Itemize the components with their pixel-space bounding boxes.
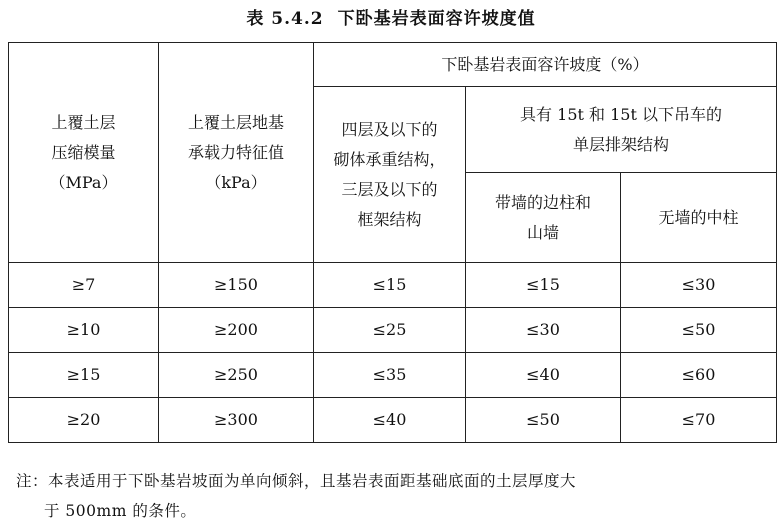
header-line: （MPa） <box>49 172 118 192</box>
header-row-1 <box>9 43 777 87</box>
header-compression-modulus <box>9 43 159 263</box>
header-line: 砌体承重结构， <box>333 149 446 169</box>
table-cell: ≤15 <box>314 263 466 308</box>
table-cell: ≤15 <box>466 263 621 308</box>
header-line: 山墙 <box>526 222 559 242</box>
table-cell: ≥250 <box>159 353 314 398</box>
header-middle-column: 无墙的中柱 <box>621 173 777 263</box>
table-cell: ≤50 <box>466 398 621 443</box>
header-crane-bent-structure <box>466 87 777 173</box>
header-allowable-slope: 下卧基岩表面容许坡度（%） <box>314 43 777 87</box>
header-line: 框架结构 <box>357 209 422 229</box>
header-masonry-frame <box>314 87 466 263</box>
table-cell: ≥15 <box>9 353 159 398</box>
table-cell: ≥7 <box>9 263 159 308</box>
table-cell: ≥300 <box>159 398 314 443</box>
header-line: 具有 15t 和 15t 以下吊车的 <box>520 104 722 124</box>
table-cell: ≤60 <box>621 353 777 398</box>
table-cell: ≤50 <box>621 308 777 353</box>
table-cell: ≥150 <box>159 263 314 308</box>
table-number: 表 5.4.2 <box>246 9 324 29</box>
header-bearing-capacity <box>159 43 314 263</box>
table-row <box>9 398 777 443</box>
note-line-1: 注：本表适用于下卧基岩坡面为单向倾斜，且基岩表面距基础底面的土层厚度大 <box>16 472 577 490</box>
table-row <box>9 308 777 353</box>
header-side-column-wall <box>466 173 621 263</box>
table-cell: ≤40 <box>466 353 621 398</box>
header-line: 带墙的边柱和 <box>494 192 591 212</box>
table-cell: ≥200 <box>159 308 314 353</box>
table-cell: ≤40 <box>314 398 466 443</box>
table-cell: ≤30 <box>621 263 777 308</box>
table-cell: ≥20 <box>9 398 159 443</box>
table-title <box>0 4 782 29</box>
table-cell: ≤25 <box>314 308 466 353</box>
header-line: 压缩模量 <box>51 142 116 162</box>
table-cell: ≤70 <box>621 398 777 443</box>
header-line: 上覆土层 <box>51 112 116 132</box>
table-row <box>9 353 777 398</box>
header-line: 四层及以下的 <box>341 119 438 139</box>
header-line: 承载力特征值 <box>187 142 284 162</box>
header-line: 上覆土层地基 <box>187 112 284 132</box>
table-cell: ≤35 <box>314 353 466 398</box>
header-line: 三层及以下的 <box>341 179 438 199</box>
table-row <box>9 263 777 308</box>
table-note <box>16 466 778 526</box>
header-line: （kPa） <box>205 172 267 192</box>
table-caption: 下卧基岩表面容许坡度值 <box>337 9 536 29</box>
table-cell: ≥10 <box>9 308 159 353</box>
table-cell: ≤30 <box>466 308 621 353</box>
note-line-2: 于 500mm 的条件。 <box>44 502 197 520</box>
header-line: 单层排架结构 <box>573 134 670 154</box>
slope-table <box>8 42 777 443</box>
